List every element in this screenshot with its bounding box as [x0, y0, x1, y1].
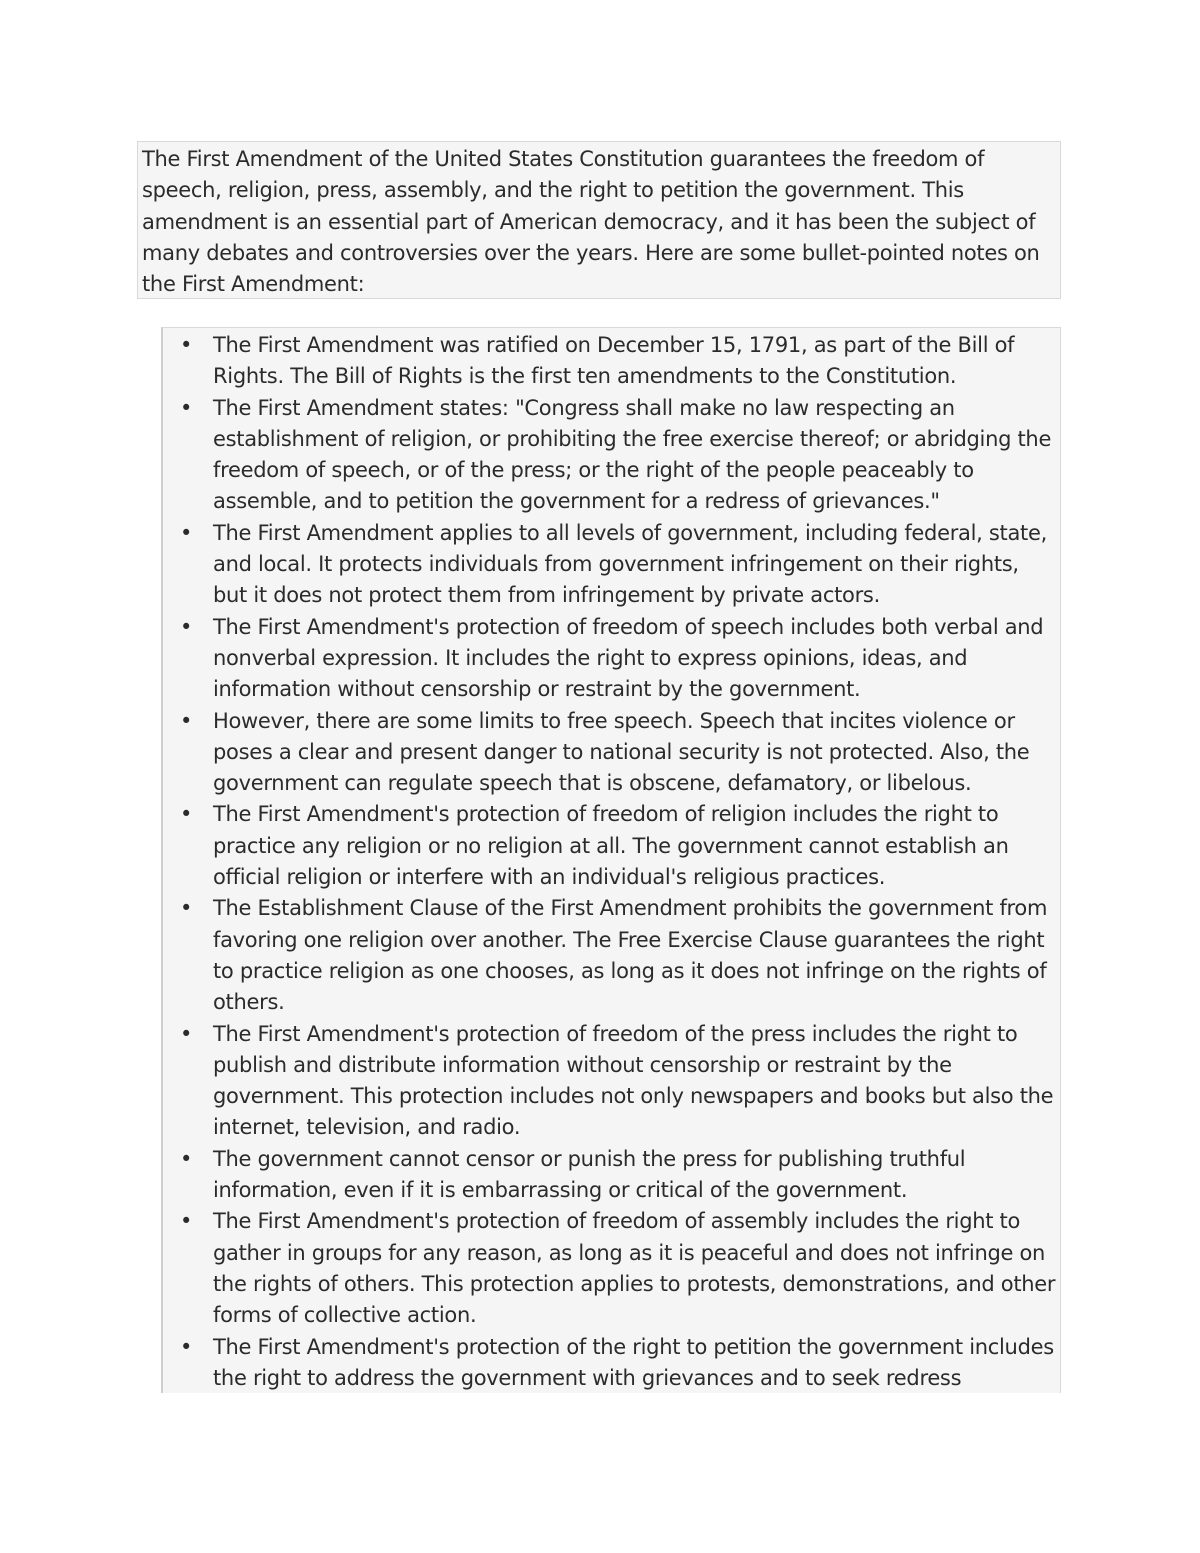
list-item — [179, 1144, 1056, 1207]
list-item — [179, 612, 1056, 706]
list-item — [179, 330, 1056, 393]
list-item — [179, 518, 1056, 612]
list-item-text: The First Amendment was ratified on December 15, 1791, as part of the Bill of Rights. The Bill of Rights is the first ten amendments to the Constitution. — [213, 333, 1015, 389]
list-item-text: The government cannot censor or punish the press for publishing truthful information, even if it is embarrassing or critical of the government. — [213, 1146, 966, 1203]
bullet-icon: • — [179, 708, 193, 733]
list-item — [179, 1019, 1056, 1144]
list-item — [179, 393, 1056, 518]
list-item — [179, 1332, 1056, 1394]
list-item-text: The First Amendment's protection of freedom of the press includes the right to publish and distribute information without censorship or restraint by the government. This protection includes not only newspapers and books but also the internet, television, and radio. — [213, 1021, 1054, 1140]
list-item-text: The First Amendment's protection of freedom of assembly includes the right to gather in groups for any reason, as long as it is peaceful and does not infringe on the rights of others. This protection applies to protests, demonstrations, and other forms of collective action. — [213, 1209, 1056, 1328]
list-item-text: The First Amendment states: "Congress shall make no law respecting an establishment of religion, or prohibiting the free exercise thereof; or abridging the freedom of speech, or of the press; or the right of the people peaceably to assemble, and to petition the government for a redress of grievances." — [213, 395, 1052, 514]
bullet-icon: • — [179, 1021, 193, 1046]
list-item-text: The First Amendment applies to all levels of government, including federal, state, and local. It protects individuals from government infringement on their rights, but it does not protect them from infringement by private actors. — [213, 520, 1047, 608]
bullet-icon: • — [179, 614, 193, 639]
bullet-icon: • — [179, 1209, 193, 1234]
notes-list-box — [161, 327, 1061, 1393]
list-item — [179, 1206, 1056, 1331]
bullet-icon: • — [179, 520, 193, 545]
bullet-icon: • — [179, 333, 193, 357]
bullet-icon: • — [179, 896, 193, 921]
bullet-icon: • — [179, 395, 193, 420]
bullet-icon: • — [179, 1146, 193, 1171]
list-item-text: The First Amendment's protection of freedom of speech includes both verbal and nonverbal expression. It includes the right to express opinions, ideas, and information without censorship or restraint by the government. — [213, 614, 1044, 702]
intro-paragraph: The First Amendment of the United States Constitution guarantees the freedom of speech, religion, press, assembly, and the right to petition the government. This amendment is an essential part of American democracy, and it has been the subject of many debates and controversies over the years. Here are some bullet-pointed notes on the First Amendment: — [142, 147, 1040, 297]
list-item-text: The First Amendment's protection of the right to petition the government includes the right to address the government with grievances and to seek redress — [213, 1334, 1054, 1390]
list-item — [179, 893, 1056, 1018]
list-item-text: The Establishment Clause of the First Amendment prohibits the government from favoring one religion over another. The Free Exercise Clause guarantees the right to practice religion as one chooses, as long as it does not infringe on the rights of others. — [213, 896, 1048, 1015]
list-item — [179, 706, 1056, 800]
bullet-icon: • — [179, 1334, 193, 1359]
list-item-text: However, there are some limits to free speech. Speech that incites violence or poses a clear and present danger to national security is not protected. Also, the government can regulate speech that is obscene, defamatory, or libelous. — [213, 708, 1030, 796]
intro-paragraph-box — [137, 141, 1061, 299]
list-item-text: The First Amendment's protection of freedom of religion includes the right to practice any religion or no religion at all. The government cannot establish an official religion or interfere with an individual's religious practices. — [213, 802, 1009, 890]
bullet-icon: • — [179, 802, 193, 827]
list-item — [179, 799, 1056, 893]
notes-list — [163, 328, 1060, 1393]
